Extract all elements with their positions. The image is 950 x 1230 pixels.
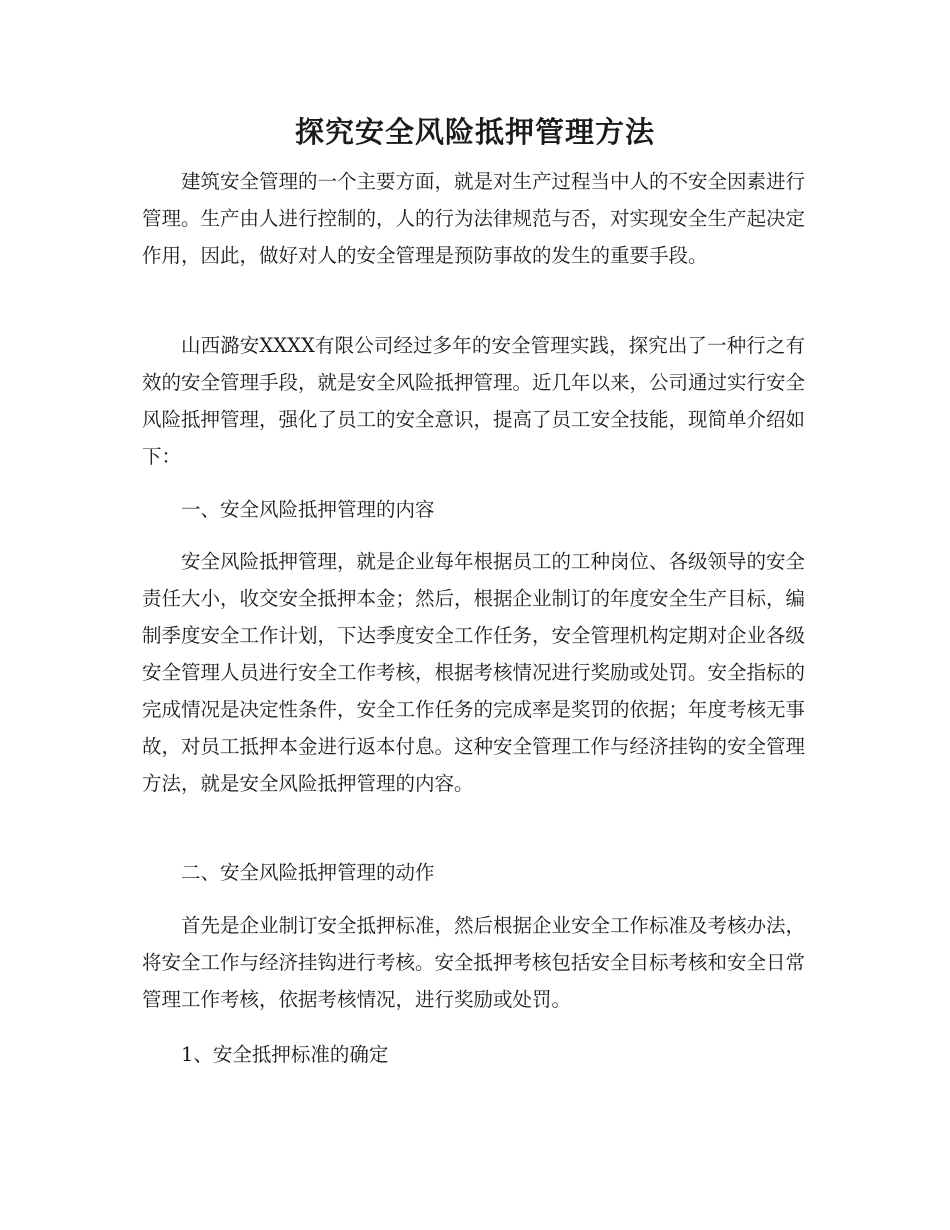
paragraph-intro: 建筑安全管理的一个主要方面，就是对生产过程当中人的不安全因素进行管理。生产由人进行控制的，人的行为法律规范与否，对实现安全生产起决定作用，因此，做好对人的安全管理是预防事故的发生的重要手段。	[142, 170, 806, 267]
paragraph-section-1: 安全风险抵押管理，就是企业每年根据员工的工种岗位、各级领导的安全责任大小，收交安全抵押本金；然后，根据企业制订的年度安全生产目标，编制季度安全工作计划，下达季度安全工作任务，安全管理机构定期对企业各级安全管理人员进行安全工作考核，根据考核情况进行奖励或处罚。安全指标的完成情况是决定性条件，安全工作任务的完成率是奖罚的依据；年度考核无事故，对员工抵押本金进行返本付息。这种安全管理工作与经济挂钩的安全管理方法，就是安全风险抵押管理的内容。	[142, 550, 806, 795]
paragraph-company: 山西潞安XXXX有限公司经过多年的安全管理实践，探究出了一种行之有效的安全管理手段，就是安全风险抵押管理。近几年以来，公司通过实行安全风险抵押管理，强化了员工的安全意识，提高了员工安全技能，现简单介绍如下：	[142, 334, 806, 468]
document-title: 探究安全风险抵押管理方法	[294, 115, 655, 149]
paragraph-section-2: 首先是企业制订安全抵押标准，然后根据企业安全工作标准及考核办法，将安全工作与经济挂钩进行考核。安全抵押考核包括安全目标考核和安全日常管理工作考核，依据考核情况，进行奖励或处罚。	[142, 914, 806, 1011]
section-heading-1: 一、安全风险抵押管理的内容	[181, 498, 435, 521]
subsection-heading-1: 1、安全抵押标准的确定	[181, 1043, 389, 1066]
section-heading-2: 二、安全风险抵押管理的动作	[181, 861, 435, 884]
